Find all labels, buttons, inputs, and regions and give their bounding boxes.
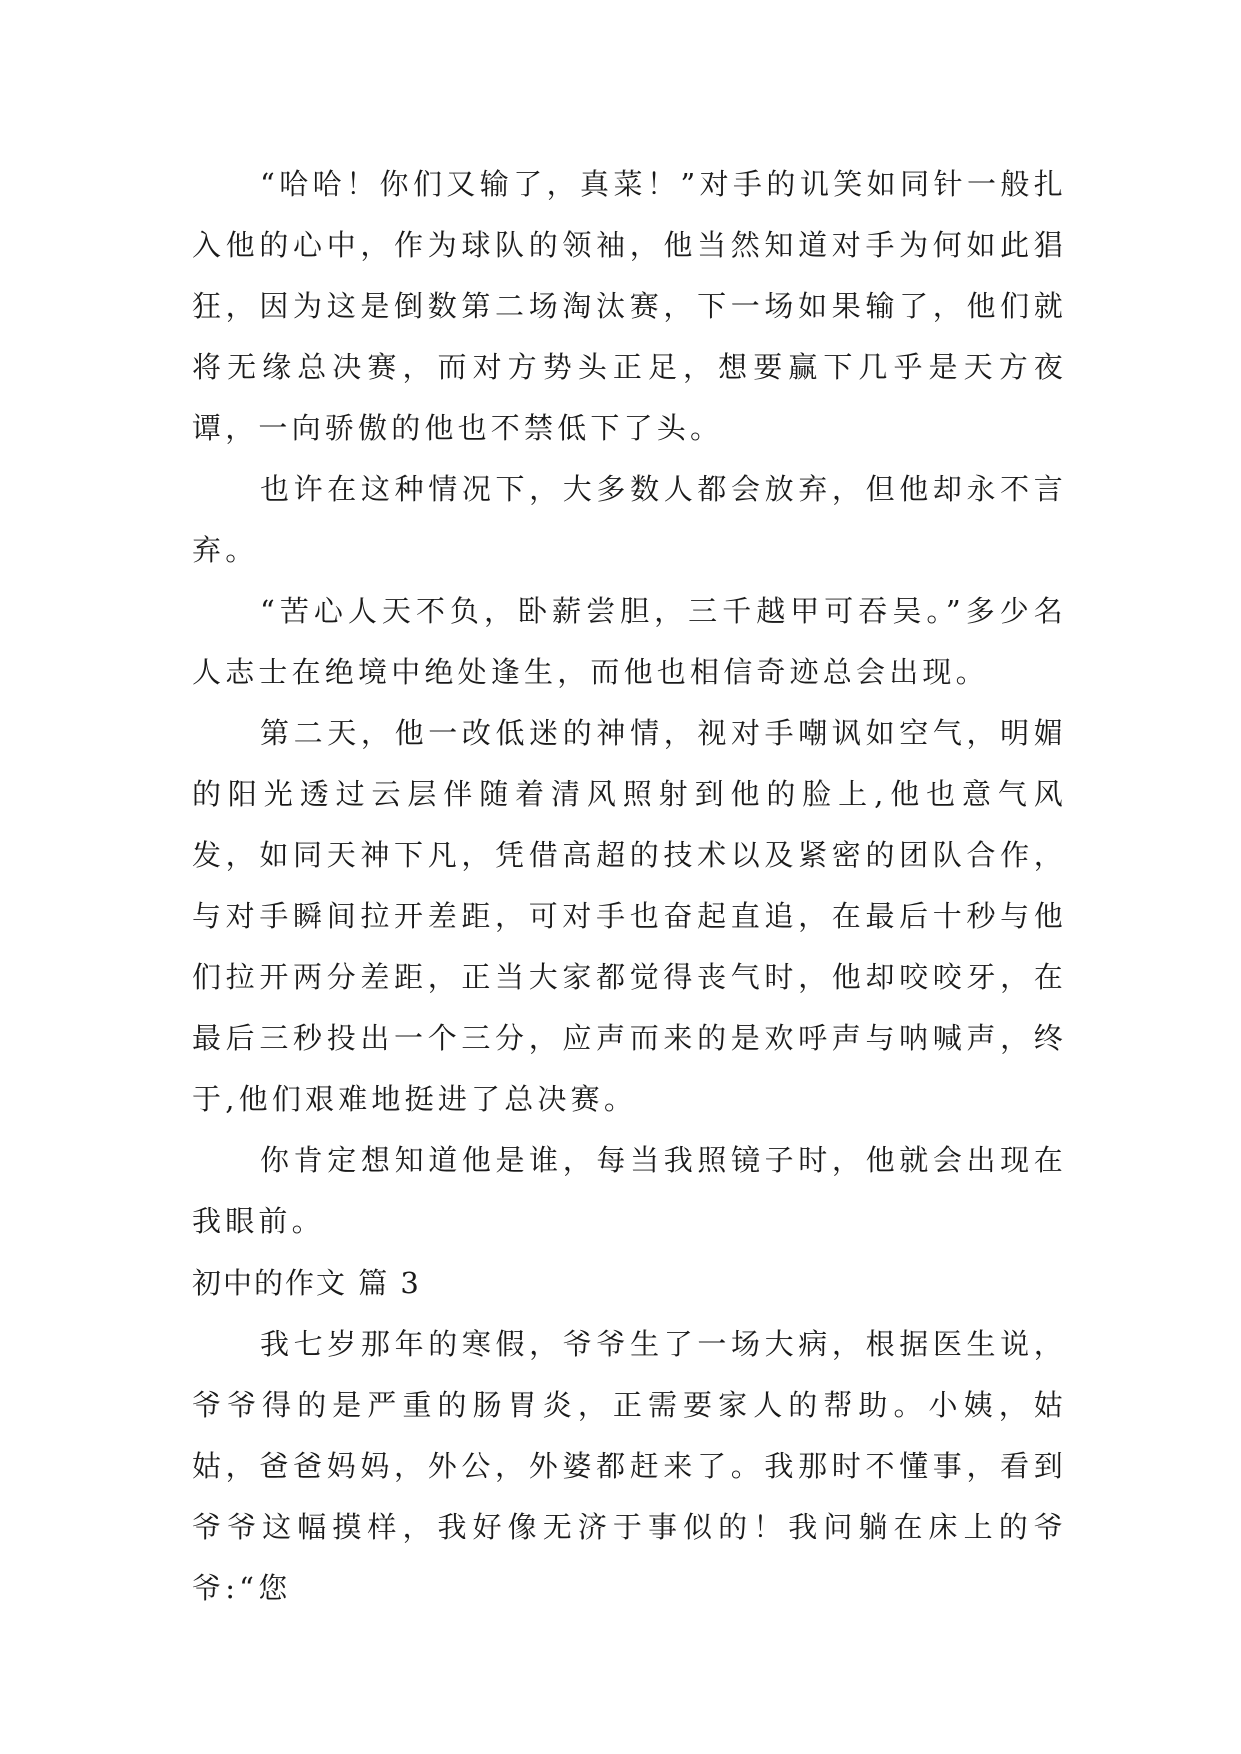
paragraph: “苦心人天不负，卧薪尝胆，三千越甲可吞吴。”多少名人志士在绝境中绝处逢生，而他也相信奇迹总会出现。 xyxy=(192,594,1067,689)
paragraph: “哈哈！你们又输了，真菜！”对手的讥笑如同针一般扎入他的心中，作为球队的领袖，他当然知道对手为何如此猖狂，因为这是倒数第二场淘汰赛，下一场如果输了，他们就将无缘总决赛，而对方势头正足，想要赢下几乎是天方夜谭，一向骄傲的他也不禁低下了头。 xyxy=(192,167,1067,445)
essay-section-1 xyxy=(192,154,1067,1252)
paragraph: 你肯定想知道他是谁，每当我照镜子时，他就会出现在我眼前。 xyxy=(192,1143,1067,1238)
paragraph: 也许在这种情况下，大多数人都会放弃，但他却永不言弃。 xyxy=(192,472,1067,567)
essay-section-2 xyxy=(192,1253,1067,1619)
paragraph: 我七岁那年的寒假，爷爷生了一场大病，根据医生说，爷爷得的是严重的肠胃炎，正需要家人的帮助。小姨，姑姑，爸爸妈妈，外公，外婆都赶来了。我那时不懂事，看到爷爷这幅摸样，我好像无济于事似的！我问躺在床上的爷爷:“您 xyxy=(192,1327,1067,1605)
section-heading: 初中的作文 篇 3 xyxy=(192,1266,421,1300)
paragraph: 第二天，他一改低迷的神情，视对手嘲讽如空气，明媚的阳光透过云层伴随着清风照射到他的脸上,他也意气风发，如同天神下凡，凭借高超的技术以及紧密的团队合作，与对手瞬间拉开差距，可对手也奋起直追，在最后十秒与他们拉开两分差距，正当大家都觉得丧气时，他却咬咬牙，在最后三秒投出一个三分，应声而来的是欢呼声与呐喊声，终于,他们艰难地挺进了总决赛。 xyxy=(192,716,1067,1116)
